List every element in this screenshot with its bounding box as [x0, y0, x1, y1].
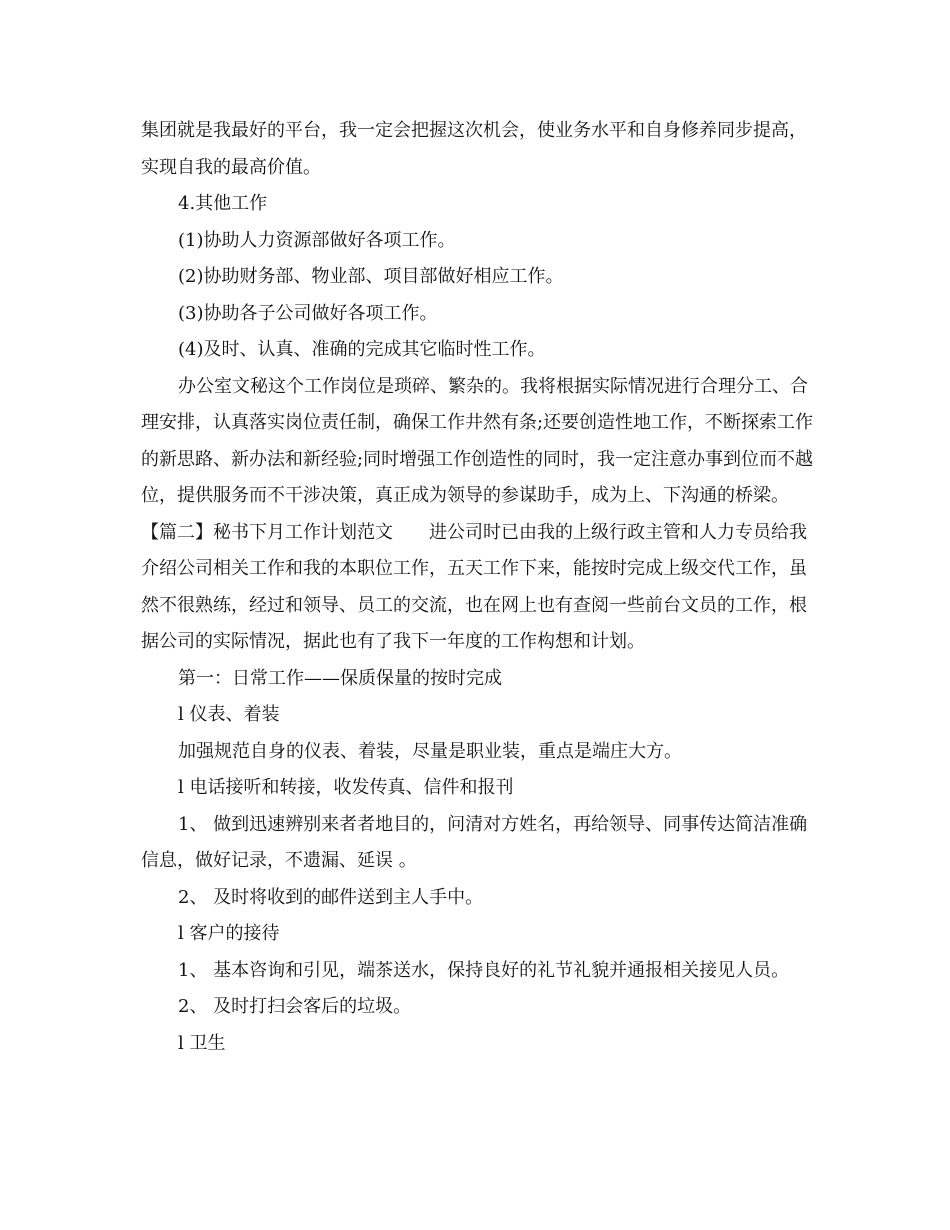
list-item: 2、 及时打扫会客后的垃圾。 — [178, 996, 412, 1017]
list-item: (2)协助财务部、物业部、项目部做好相应工作。 — [178, 266, 564, 287]
list-item: 1、 做到迅速辨别来者者地目的，问清对方姓名，再给领导、同事传达简洁准确信息，做好记录，不遗漏、延误 。 — [141, 813, 808, 871]
paragraph: 加强规范自身的仪表、着装，尽量是职业装，重点是端庄大方。 — [178, 740, 682, 762]
bullet-item: l 仪表、着装 — [178, 704, 280, 725]
list-item: (4)及时、认真、准确的完成其它临时性工作。 — [178, 339, 546, 360]
document-body — [141, 113, 821, 1062]
section-heading-part-two: 【篇二】秘书下月工作计划范文 进公司时已由我的上级行政主管和人力专员给我介绍公司相关工作和我的本职位工作，五天工作下来，能按时完成上级交代工作，虽然不很熟练，经过和领导、员工的交流，也在网上也有查阅一些前台文员的工作，根据公司的实际情况，据此也有了我下一年度的工作构想和计划。 — [141, 521, 807, 652]
list-item: (3)协助各子公司做好各项工作。 — [178, 302, 438, 324]
bullet-item: l 客户的接待 — [178, 923, 280, 944]
subheading-daily-work: 第一：日常工作——保质保量的按时完成 — [178, 667, 502, 689]
list-item: 2、 及时将收到的邮件送到主人手中。 — [178, 886, 484, 908]
paragraph: 集团就是我最好的平台，我一定会把握这次机会，使业务水平和自身修养同步提高，实现自我的最高价值。 — [141, 120, 807, 178]
list-item: (1)协助人力资源部做好各项工作。 — [178, 229, 456, 251]
bullet-item: l 卫生 — [178, 1032, 226, 1054]
section-heading-other-work: 4.其他工作 — [178, 193, 268, 214]
list-item: 1、 基本咨询和引见，端茶送水，保持良好的礼节礼貌并通报相关接见人员。 — [178, 959, 790, 981]
bullet-item: l 电话接听和转接，收发传真、信件和报刊 — [178, 777, 514, 798]
paragraph: 办公室文秘这个工作岗位是琐碎、繁杂的。我将根据实际情况进行合理分工、合理安排，认真落实岗位责任制，确保工作井然有条;还要创造性地工作，不断探索工作的新思路、新办法和新经验;同时增强工作创造性的同时，我一定注意办事到位而不越位，提供服务而不干涉决策，真正成为领导的参谋助手，成为上、下沟通的桥梁。 — [141, 375, 814, 506]
